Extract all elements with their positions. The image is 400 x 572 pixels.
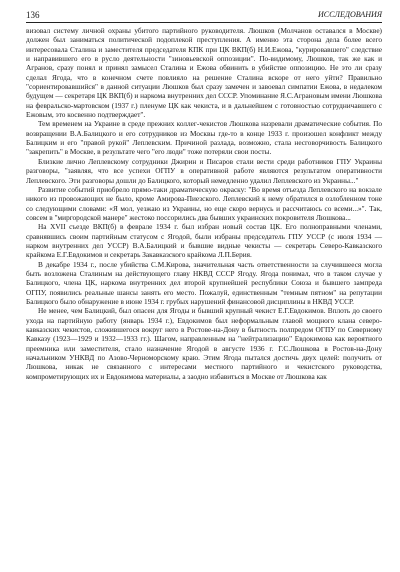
paragraph: На XVII съезде ВКП(б) в феврале 1934 г. был избран новый состав ЦК. Его полноправными членами, сравнявшись своим партийным статусом с Ягодой, были избраны председатель ГПУ УССР (с июля 1934 — нарком внутренних дел УССР) В.А.Балицкий и бывшие видные чекисты — секретарь Северо-Кавказского крайкома Е.Г.Евдокимов и секретарь Закавказского крайкома Л.П.Берия. bbox=[26, 222, 382, 260]
paragraph: Развитие событий приобрело прямо-таки драматическую окраску: "Во время отъезда Леплевского на вокзале никого из провожающих не было, кроме Амирова-Пиезского. Леплевский к нему обратился в озлобленном тоне со следующими словами: «Я мол, уезжаю из Украины, но еще скоро вернусь и рассчитаюсь со всеми...»". Так, совсем в "миргородской манере" жестоко поссорились два бывших украинских покровителя Люшкова... bbox=[26, 184, 382, 222]
section-title: ИССЛЕДОВАНИЯ bbox=[318, 10, 382, 19]
running-header bbox=[26, 10, 382, 23]
paragraph: В декабре 1934 г., после убийства С.М.Кирова, значительная часть ответственности за случившееся могла быть возложена Сталиным на действующего главу НКВД СССР Ягоду. Ягода понимал, что в таком случае у Балицкого, члена ЦК, наркома внутренних дел второй крупнейшей республики Союза и бывшего зампреда ОГПУ, появились реальные шансы занять его место. Пожалуй, единственным "темным пятном" на репутации Балицкого было обнаружение в июне 1934 г. грубых нарушений финансовой дисциплины в НКВД УССР. bbox=[26, 259, 382, 306]
paragraph: визовал систему личной охраны убитого партийного руководителя. Люшков (Молчанов оставался в Москве) должен был заниматься политической подоплекой преступления. А именно эта сторона дела более всего интересовала Сталина и заместителя председателя КПК при ЦК ВКП(б) Н.И.Ежова, "курировавшего" следствие и направившего его в русло деятельности "зиновьевской оппозиции". По-видимому, Люшков, так же как и Агранов, сразу понял и принял замысел Сталина и Ежова обвинить в убийстве оппозицию. Не это ли сразу сделал Ягода, что в конечном счете повлияло на решение Сталина вскоре от него уйти? Правильно "сориентировавшийся" в данной ситуации Люшков был сразу замечен и завоевал симпатии Ежова, в недалеком будущем — секретаря ЦК ВКП(б) и наркома внутренних дел СССР. Упоминание Я.С.Аграновым имени Люшкова на февральско-мартовском (1937 г.) пленуме ЦК как чекиста, и в дальнейшем с готовностью сотрудничавшего с Ежовым, это косвенно подтверждает". bbox=[26, 26, 382, 120]
book-page bbox=[26, 10, 382, 565]
page-number: 136 bbox=[26, 10, 40, 20]
paragraph: Близкие лично Леплевскому сотрудники Джирин и Писаров стали вести среди работников ГПУ Украины разговоры, "заявляя, что все успехи ОГПУ в оперативной работе являются результатом оперативности Леплевского. Эти разговоры дошли до Балицкого, который немедленно удалил Леплевского из Украины..." bbox=[26, 156, 382, 185]
paragraph: Не менее, чем Балицкий, был опасен для Ягоды и бывший крупный чекист Е.Г.Евдокимов. Вплоть до своего ухода на партийную работу (январь 1934 г.), Евдокимов был неформальным главой мощного клана северо-кавказских чекистов, сложившегося вокруг него в Ростове-на-Дону в бытность полпредом ОГПУ по Северному Кавказу (1923—1929 и 1932—1933 гг.). Шагом, направленным на "нейтрализацию" Евдокимова как вероятного преемника или заместителя, стало назначение Ягодой в августе 1936 г. Г.С.Люшкова в Ростов-на-Дону начальником УНКВД по Азово-Черноморскому краю. Этим Ягода пытался достичь двух целей: получить от Люшкова, никак не связанного с интересами местного партийного и чекистского руководства, компрометирующих их и Евдокимова материалы, а заодно избавиться в Москве от Люшкова как bbox=[26, 306, 382, 381]
paragraph: Тем временем на Украине в среде прежних коллег-чекистов Люшкова назревали драматические события. По возвращении В.А.Балицкого и его сотрудников из Москвы где-то в конце 1933 г. произошел конфликт между Балицким и его "правой рукой" Леплевским. Причиной разлада, возможно, стала несговорчивость Балицкого "закрепить" в Москве, в результате чего "его люди" тоже потеряли свои посты. bbox=[26, 119, 382, 157]
body-text bbox=[26, 26, 382, 381]
